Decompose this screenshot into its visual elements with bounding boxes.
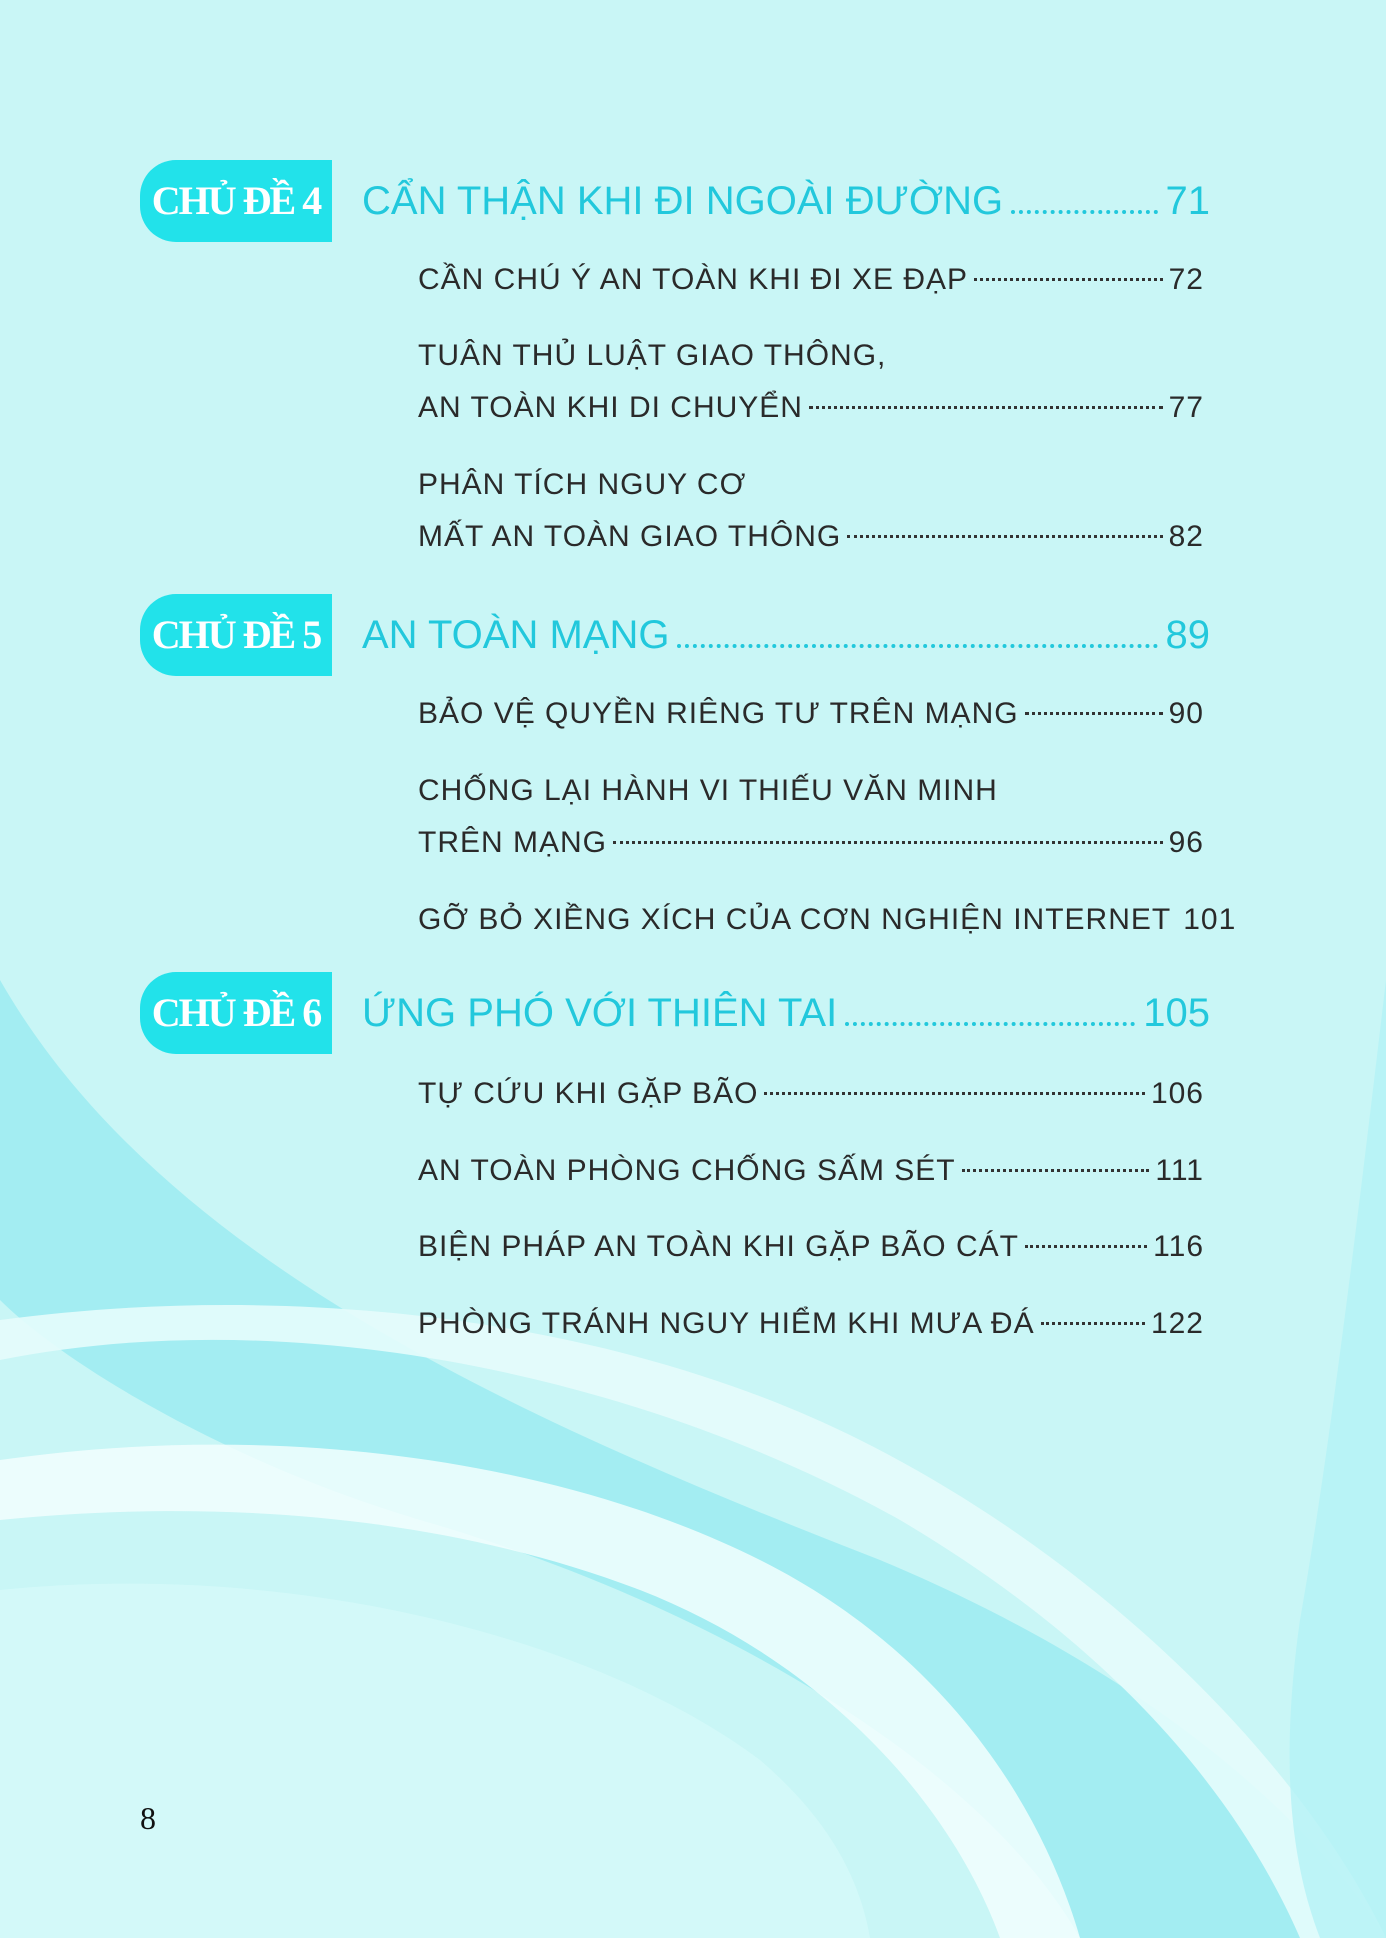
topic-title: AN TOÀN MẠNG [362,612,670,657]
dot-leader [845,1022,1135,1026]
page-number: 8 [140,1800,156,1836]
topic-title: ỨNG PHÓ VỚI THIÊN TAI [362,990,838,1035]
lesson-entry[interactable] [418,1298,1204,1350]
topic-badge: CHỦ ĐỀ 5 [140,594,332,676]
lesson-title: CẦN CHÚ Ý AN TOÀN KHI ĐI XE ĐẠP [418,263,969,296]
lesson-page: 106 [1150,1077,1204,1110]
lesson-page: 77 [1168,391,1204,424]
lesson-title-line: AN TOÀN KHI DI CHUYỂN [418,391,803,424]
topic-badge: CHỦ ĐỀ 4 [140,160,332,242]
lesson-entry[interactable] [418,459,1204,563]
topic-page: 105 [1143,972,1210,1054]
lesson-entry[interactable] [418,1221,1204,1273]
topic-leader [362,972,1210,1054]
topic-page: 71 [1166,160,1211,242]
lesson-page: 116 [1153,1230,1204,1263]
topic-header[interactable] [140,160,1210,242]
lesson-page: 122 [1150,1307,1204,1340]
dot-leader [809,406,1163,409]
dot-leader [1011,210,1157,214]
dot-leader [677,644,1157,648]
lesson-entry[interactable] [418,765,1204,869]
lesson-title-line: MẤT AN TOÀN GIAO THÔNG [418,520,842,553]
lesson-title-line: TRÊN MẠNG [418,826,607,859]
lesson-entry[interactable] [418,1068,1204,1120]
lesson-title: AN TOÀN PHÒNG CHỐNG SẤM SÉT [418,1154,956,1187]
dot-leader [962,1169,1150,1172]
topic-page: 89 [1166,594,1211,676]
lesson-title: PHÒNG TRÁNH NGUY HIỂM KHI MƯA ĐÁ [418,1307,1035,1340]
lesson-title-line: CHỐNG LẠI HÀNH VI THIẾU VĂN MINH [418,774,998,807]
topic-badge: CHỦ ĐỀ 6 [140,972,332,1054]
lesson-entry[interactable] [418,1145,1204,1197]
topic-leader [362,160,1210,242]
lesson-title-line: PHÂN TÍCH NGUY CƠ [418,468,747,501]
lesson-title-line: TUÂN THỦ LUẬT GIAO THÔNG, [418,339,887,372]
lesson-entry[interactable] [418,894,1237,946]
dot-leader [974,278,1163,281]
topic-leader [362,594,1210,676]
lesson-title: GỠ BỎ XIỀNG XÍCH CỦA CƠN NGHIỆN INTERNET [418,903,1172,936]
dot-leader [764,1092,1145,1095]
lesson-entry[interactable] [418,254,1204,306]
topic-header[interactable] [140,594,1210,676]
dot-leader [1041,1322,1145,1325]
lesson-entry[interactable] [418,330,1204,434]
dot-leader [1025,712,1163,715]
dot-leader [1025,1245,1147,1248]
topic-header[interactable] [140,972,1210,1054]
lesson-entry[interactable] [418,688,1204,740]
lesson-title: BẢO VỆ QUYỀN RIÊNG TƯ TRÊN MẠNG [418,697,1019,730]
lesson-page: 101 [1183,903,1237,936]
lesson-title: BIỆN PHÁP AN TOÀN KHI GẶP BÃO CÁT [418,1230,1019,1263]
lesson-page: 111 [1155,1154,1204,1187]
dot-leader [613,841,1163,844]
lesson-page: 82 [1168,520,1204,553]
lesson-page: 72 [1168,263,1204,296]
dot-leader [847,535,1162,538]
topic-title: CẨN THẬN KHI ĐI NGOÀI ĐƯỜNG [362,178,1004,223]
lesson-page: 96 [1168,826,1204,859]
lesson-title: TỰ CỨU KHI GẶP BÃO [418,1077,759,1110]
lesson-page: 90 [1168,697,1204,730]
